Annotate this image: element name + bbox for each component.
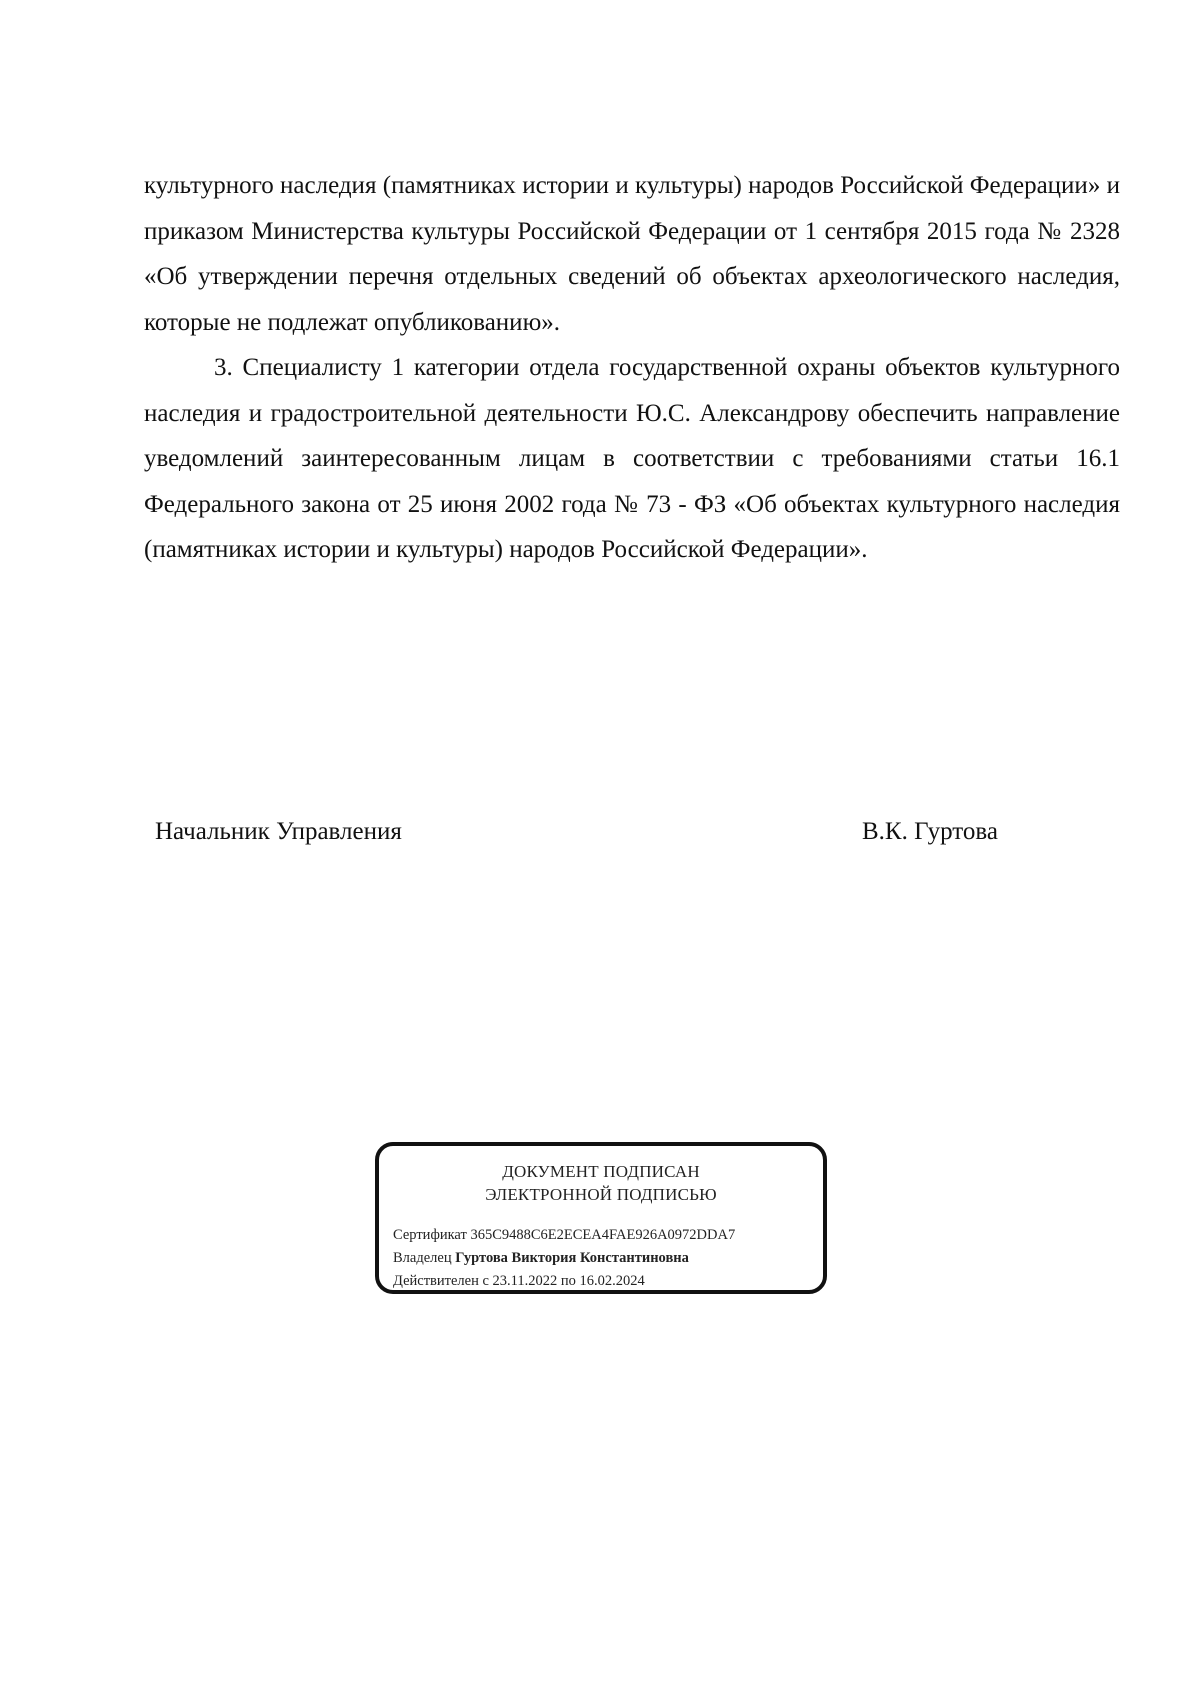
owner-label: Владелец: [393, 1250, 452, 1266]
stamp-validity-line: [393, 1270, 735, 1293]
valid-to: 16.02.2024: [579, 1273, 645, 1289]
valid-to-label: по: [560, 1273, 576, 1289]
paragraph-item-3: 3. Специалисту 1 категории отдела государственной охраны объектов культурного наследия и градостроительной деятельности Ю.С. Александрову обеспечить направление уведомлений заинтересованным лицам в соответствии с требованиями статьи 16.1 Федерального закона от 25 июня 2002 года № 73 - ФЗ «Об объектах культурного наследия (памятниках истории и культуры) народов Российской Федерации».: [144, 354, 1120, 563]
stamp-owner-line: [393, 1247, 735, 1270]
owner-value: Гуртова Виктория Константиновна: [455, 1250, 689, 1266]
stamp-certificate-line: [393, 1224, 735, 1247]
stamp-title-line-1: ДОКУМЕНТ ПОДПИСАН: [502, 1162, 700, 1181]
signer-position: Начальник Управления: [155, 818, 402, 845]
signature-block: [0, 812, 1200, 852]
valid-from: 23.11.2022: [492, 1273, 558, 1289]
certificate-label: Сертификат: [393, 1227, 467, 1243]
paragraph-continuation: культурного наследия (памятниках истории и культуры) народов Российской Федерации» и приказом Министерства культуры Российской Федерации от 1 сентября 2015 года № 2328 «Об утверждении перечня отдельных сведений об объектах археологического наследия, которые не подлежат опубликованию».: [144, 172, 1120, 336]
stamp-title: [379, 1160, 823, 1206]
stamp-details: [393, 1224, 735, 1293]
signer-name: В.К. Гуртова: [862, 818, 998, 845]
certificate-value: 365C9488C6E2ECEA4FAE926A0972DDA7: [470, 1227, 736, 1243]
document-body: [144, 163, 1120, 573]
valid-label: Действителен с: [393, 1273, 489, 1289]
stamp-title-line-2: ЭЛЕКТРОННОЙ ПОДПИСЬЮ: [485, 1185, 717, 1204]
electronic-signature-stamp: [375, 1142, 827, 1294]
